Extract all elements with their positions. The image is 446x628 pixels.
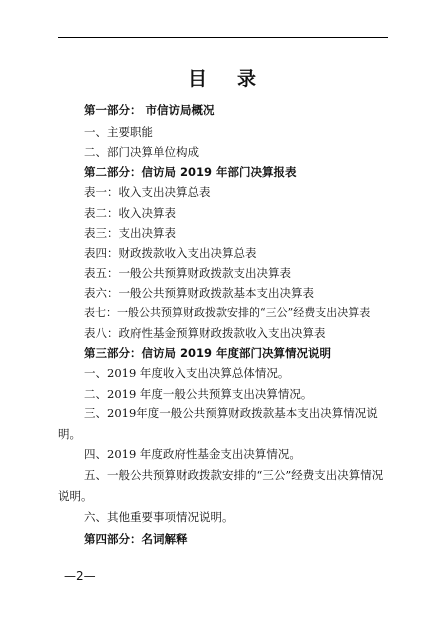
toc-table-1: 表一：收入支出决算总表 — [84, 185, 211, 199]
page-number: —2— — [64, 569, 96, 583]
toc-item-overall: 一、2019 年度收入支出决算总体情况。 — [84, 366, 290, 380]
toc-part-4: 第四部分：名词解释 — [84, 532, 188, 546]
toc-part-1: 第一部分： 市信访局概况 — [84, 103, 215, 117]
toc-part-2: 第二部分：信访局 2019 年部门决算报表 — [84, 165, 297, 179]
toc-table-3: 表三：支出决算表 — [84, 226, 176, 240]
toc-item-general-budget: 二、2019 年度一般公共预算支出决算情况。 — [84, 387, 313, 401]
toc-table-6: 表六：一般公共预算财政拨款基本支出决算表 — [84, 286, 314, 300]
toc-table-7: 表七：一般公共预算财政拨款安排的“三公”经费支出决算表 — [84, 306, 371, 319]
toc-item-basic-expenditure: 三、2019年度一般公共预算财政拨款基本支出决算情况说明。 — [58, 406, 378, 441]
toc-table-5: 表五：一般公共预算财政拨款支出决算表 — [84, 266, 291, 280]
title-char-1: 目 — [187, 68, 209, 90]
title-char-2: 录 — [237, 68, 259, 90]
toc-item-fund-expenditure: 四、2019 年度政府性基金支出决算情况。 — [84, 447, 301, 461]
header-rule — [58, 37, 388, 38]
toc-item-other-matters: 六、其他重要事项情况说明。 — [84, 510, 234, 524]
toc-table-4: 表四：财政拨款收入支出决算总表 — [84, 246, 257, 260]
toc-table-8: 表八：政府性基金预算财政拨款收入支出决算表 — [84, 326, 326, 340]
toc-table-2: 表二：收入决算表 — [84, 206, 176, 220]
toc-item-unit-composition: 二、部门决算单位构成 — [84, 145, 199, 159]
page-title — [0, 64, 446, 91]
toc-item-main-functions: 一、主要职能 — [84, 125, 153, 139]
toc-part-3: 第三部分：信访局 2019 年度部门决算情况说明 — [84, 346, 332, 360]
toc-item-three-public: 五、一般公共预算财政拨款安排的“三公”经费支出决算情况说明。 — [58, 468, 384, 503]
